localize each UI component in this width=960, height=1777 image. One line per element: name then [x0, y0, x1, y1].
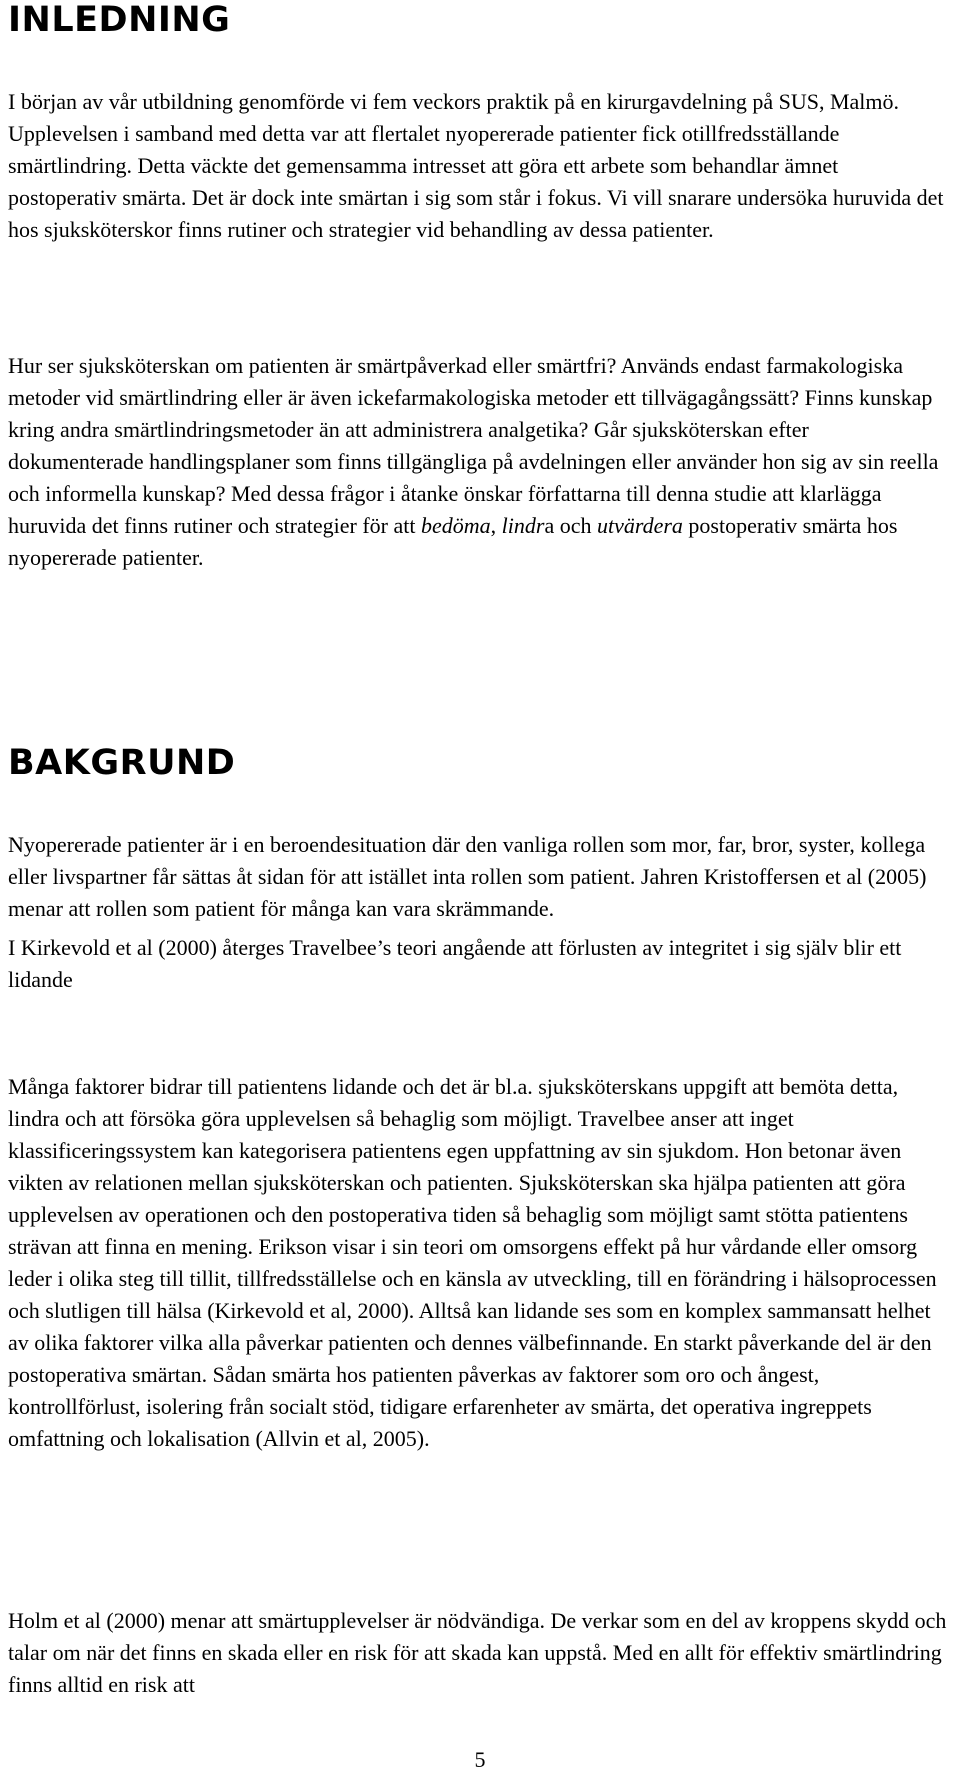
- paragraph-intro-2-tail: postoperativ smärta hos nyopererade patienter.: [8, 513, 898, 570]
- separator-text: ,: [490, 513, 502, 538]
- paragraph-background-2: I Kirkevold et al (2000) återges Travelbee’s teori angående att förlusten av integritet i sig själv blir ett lidande: [8, 935, 902, 992]
- paragraph-intro-1: I början av vår utbildning genomförde vi fem veckors praktik på en kirurgavdelning på SUS, Malmö. Upplevelsen i samband med detta var att flertalet nyopererade patienter fick otillfredsställande smärtlindring. Detta väckte det gemensamma intresset att göra ett arbete som behandlar ämnet postoperativ smärta. Det är dock inte smärtan i sig som står i fokus. Vi vill snarare undersöka huruvida det hos sjuksköterskor finns rutiner och strategier vid behandling av dessa patienter.: [8, 89, 944, 242]
- section-heading-bakgrund: BAKGRUND: [8, 743, 236, 783]
- page-number: 5: [474, 1747, 486, 1772]
- italic-term-lindra: lindr: [501, 513, 545, 538]
- paragraph-background-3: Många faktorer bidrar till patientens lidande och det är bl.a. sjuksköterskans uppgift att bemöta detta, lindra och att försöka göra upplevelsen så behaglig som möjligt. Travelbee anser att inget klassificeringssystem kan kategorisera patientens egen uppfattning av sin sjukdom. Hon betonar även vikten av relationen mellan sjuksköterskan och patienten. Sjuksköterskan ska hjälpa patienten att göra upplevelsen av operationen och den postoperativa tiden så behaglig som möjligt samt stötta patientens strävan att finna en mening. Erikson visar i sin teori om omsorgens effekt på hur vårdande eller omsorg leder i olika steg till tillit, tillfredsställelse och en känsla av utveckling, till en förändring i hälsoprocessen och slutligen till hälsa (Kirkevold et al, 2000). Alltså kan lidande ses som en komplex sammansatt helhet av olika faktorer vilka alla påverkar patienten och dennes välbefinnande. En starkt påverkande del är den postoperativa smärtan. Sådan smärta hos patienten påverkas av faktorer som oro och ångest, kontrollförlust, isolering från socialt stöd, tidigare erfarenheter av smärta, det operativa ingreppets omfattning och lokalisation (Allvin et al, 2005).: [8, 1074, 937, 1451]
- italic-term-bedoma: bedöma: [420, 513, 491, 538]
- italic-term-utvardera: utvärdera: [596, 513, 683, 538]
- connector-text: a och: [544, 513, 597, 538]
- paragraph-background-1: Nyopererade patienter är i en beroendesituation där den vanliga rollen som mor, far, bror, syster, kollega eller livspartner får sättas åt sidan för att istället inta rollen som patient. Jahren Kristoffersen et al (2005) menar att rollen som patient för många kan vara skrämmande.: [8, 832, 927, 921]
- section-heading-inledning: INLEDNING: [8, 0, 231, 40]
- paragraph-intro-2: [8, 350, 948, 574]
- paragraph-intro-2-lead: Hur ser sjuksköterskan om patienten är smärtpåverkad eller smärtfri? Används endast farmakologiska metoder vid smärtlindring eller är även ickefarmakologiska metoder ett tillvägagångssätt? Finns kunskap kring andra smärtlindringsmetoder än att administrera analgetika? Går sjuksköterskan efter dokumenterade handlingsplaner som finns tillgängliga på avdelningen eller använder hon sig av sin reella och informella kunskap? Med dessa frågor i åtanke önskar författarna till denna studie att klarlägga huruvida det finns rutiner och strategier för att: [8, 353, 939, 538]
- paragraph-background-4: Holm et al (2000) menar att smärtupplevelser är nödvändiga. De verkar som en del av kroppens skydd och talar om när det finns en skada eller en risk för att skada kan uppstå. Med en allt för effektiv smärtlindring finns alltid en risk att: [8, 1608, 947, 1697]
